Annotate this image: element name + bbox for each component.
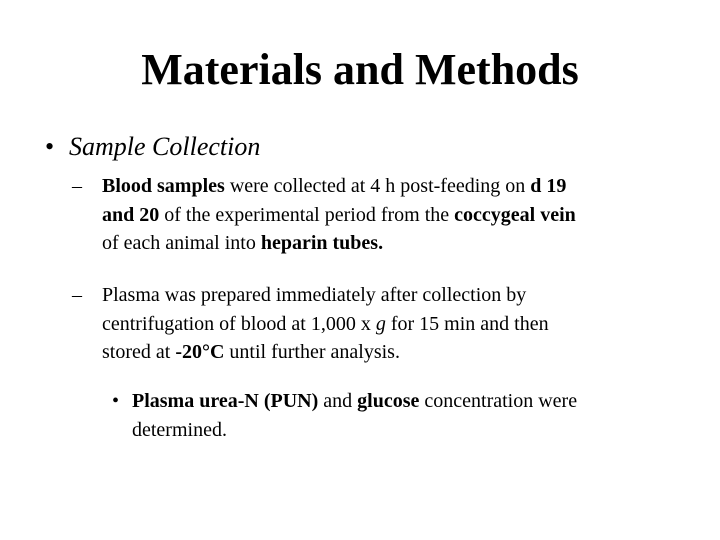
text-line: determined. (132, 418, 227, 441)
bold-text: coccygeal vein (454, 203, 576, 226)
slide-title: Materials and Methods (141, 45, 579, 94)
italic-text: g (375, 312, 386, 335)
sub-sub-item-text (132, 387, 692, 444)
bold-text: and 20 (102, 203, 160, 226)
bold-text: glucose (357, 390, 420, 412)
dash-icon: – (72, 284, 82, 306)
plain-text: until further analysis. (224, 341, 400, 363)
plain-text: and (318, 390, 358, 412)
bullet-icon: • (112, 390, 120, 412)
bold-text: heparin tubes. (260, 232, 384, 254)
text-line (102, 172, 682, 201)
sub-item-text (102, 281, 682, 367)
plain-text: stored at (102, 341, 176, 363)
bold-text: d 19 (530, 175, 567, 197)
bold-text: Blood samples (102, 175, 225, 197)
plain-text: centrifugation of blood at 1,000 x (102, 312, 376, 335)
text-line (102, 310, 682, 339)
plain-text: of each animal into (102, 232, 261, 254)
text-line (132, 387, 692, 416)
bold-text: Plasma urea-N (PUN) (132, 390, 319, 412)
plain-text: for 15 min and then (385, 312, 549, 335)
sub-item-text (102, 172, 682, 258)
text-line (102, 201, 682, 230)
section-heading: Sample Collection (69, 132, 261, 161)
plain-text: concentration were (419, 390, 578, 412)
text-line (102, 338, 682, 367)
plain-text: were collected at 4 h post-feeding on (224, 175, 531, 197)
plain-text: of the experimental period from the (159, 203, 455, 226)
dash-icon: – (72, 175, 82, 197)
bold-text: -20°C (175, 341, 225, 363)
text-line (102, 229, 682, 258)
text-line: Plasma was prepared immediately after collection by (102, 284, 527, 306)
bullet-icon: • (45, 132, 55, 161)
